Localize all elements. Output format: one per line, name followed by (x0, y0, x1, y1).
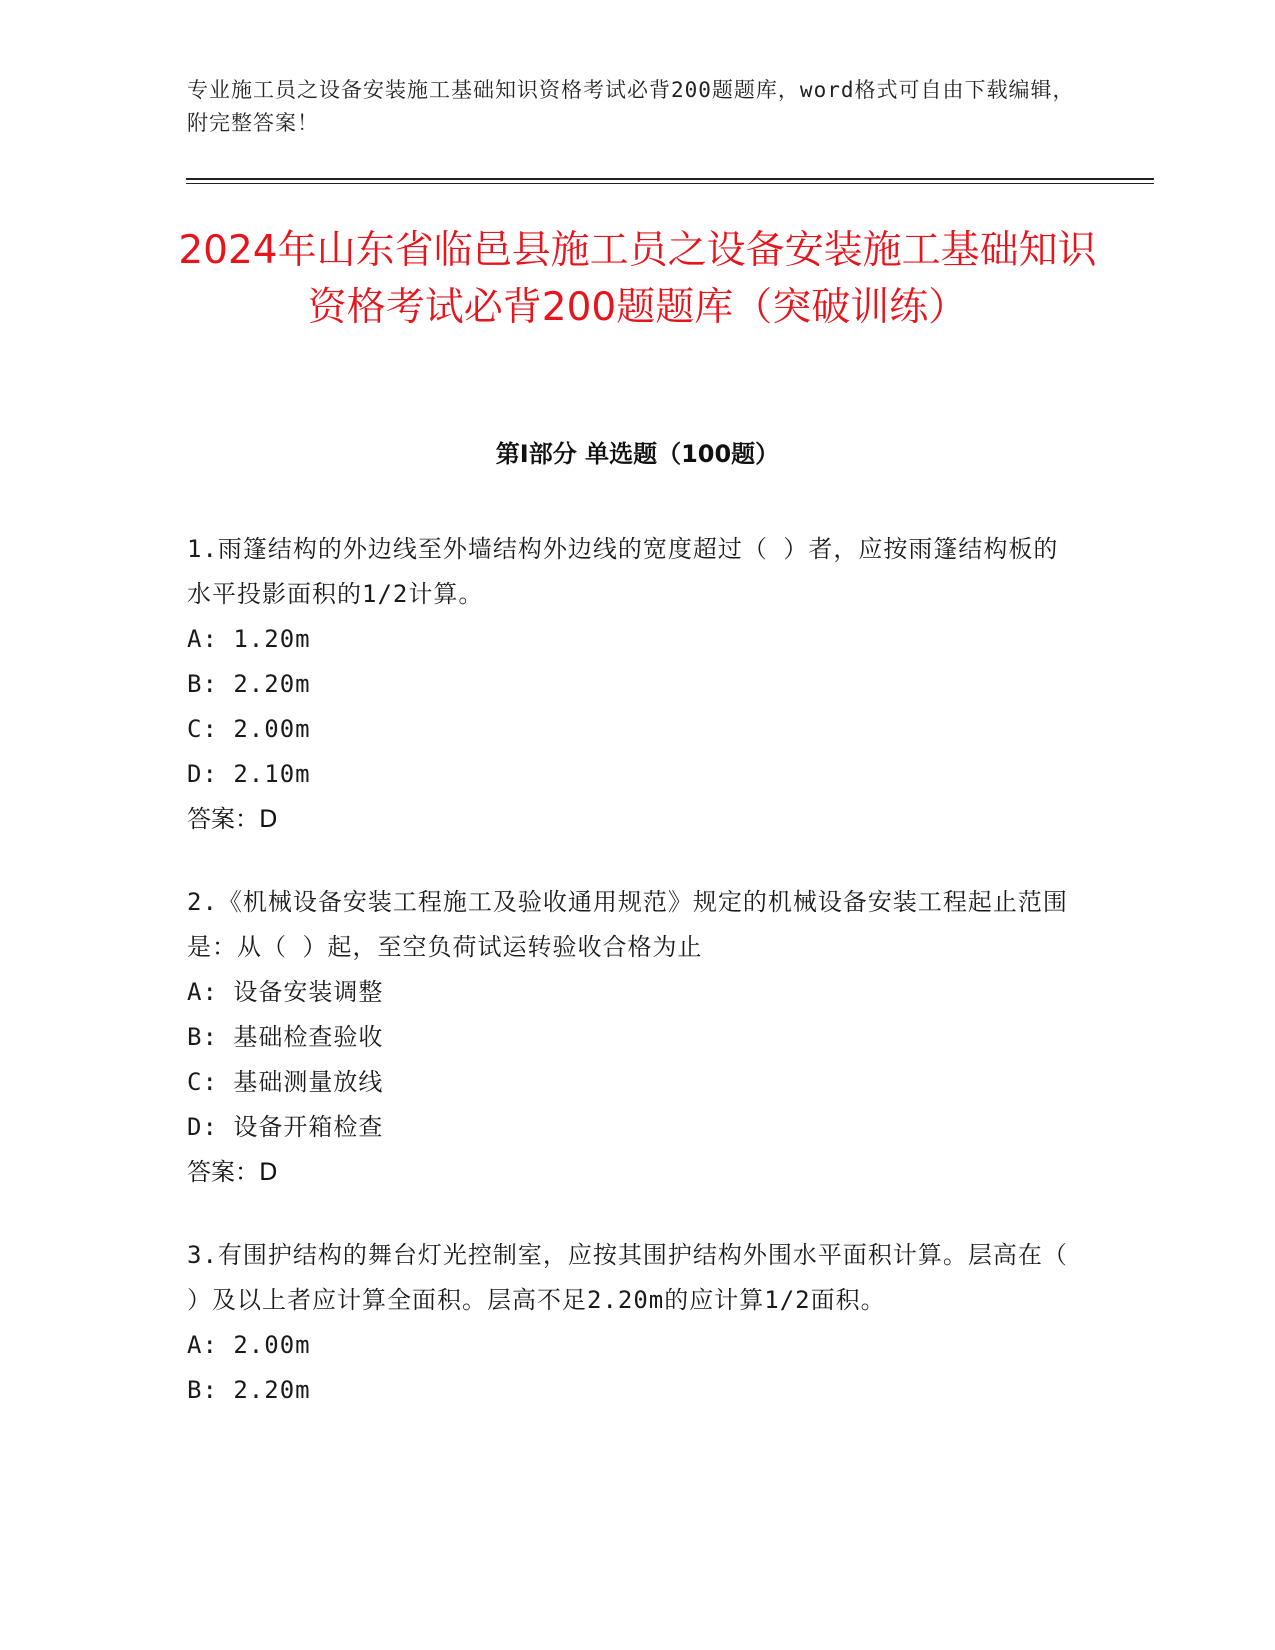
question-list (187, 527, 1077, 1451)
header-divider-thin (186, 183, 1154, 184)
option-c: C: 基础测量放线 (187, 1068, 384, 1096)
document-title: 2024年山东省临邑县施工员之设备安装施工基础知识资格考试必背200题题库（突破训练） (178, 228, 1097, 330)
answer: 答案：D (187, 805, 278, 833)
question-stem: 1.雨篷结构的外边线至外墙结构外边线的宽度超过（ ）者，应按雨篷结构板的水平投影面积的1/2计算。 (187, 535, 1059, 608)
option-a: A: 设备安装调整 (187, 978, 384, 1006)
option-b: B: 2.20m (187, 1376, 311, 1404)
option-d: D: 2.10m (187, 760, 311, 788)
option-b: B: 2.20m (187, 670, 311, 698)
answer: 答案：D (187, 1158, 278, 1186)
option-c: C: 2.00m (187, 715, 311, 743)
question-1 (187, 527, 1077, 842)
header-note: 专业施工员之设备安装施工基础知识资格考试必背200题题库，word格式可自由下载编辑，附完整答案！ (187, 78, 1075, 135)
question-stem: 2.《机械设备安装工程施工及验收通用规范》规定的机械设备安装工程起止范围是：从（ ）起，至空负荷试运转验收合格为止 (187, 888, 1068, 961)
option-b: B: 基础检查验收 (187, 1023, 384, 1051)
question-2 (187, 880, 1077, 1195)
header-divider-thick (186, 178, 1154, 180)
option-a: A: 2.00m (187, 1331, 311, 1359)
section-heading: 第I部分 单选题（100题） (495, 440, 780, 468)
option-d: D: 设备开箱检查 (187, 1113, 384, 1141)
option-a: A: 1.20m (187, 625, 311, 653)
question-stem: 3.有围护结构的舞台灯光控制室，应按其围护结构外围水平面积计算。层高在（ ）及以上者应计算全面积。层高不足2.20m的应计算1/2面积。 (187, 1241, 1068, 1314)
question-3 (187, 1233, 1077, 1413)
